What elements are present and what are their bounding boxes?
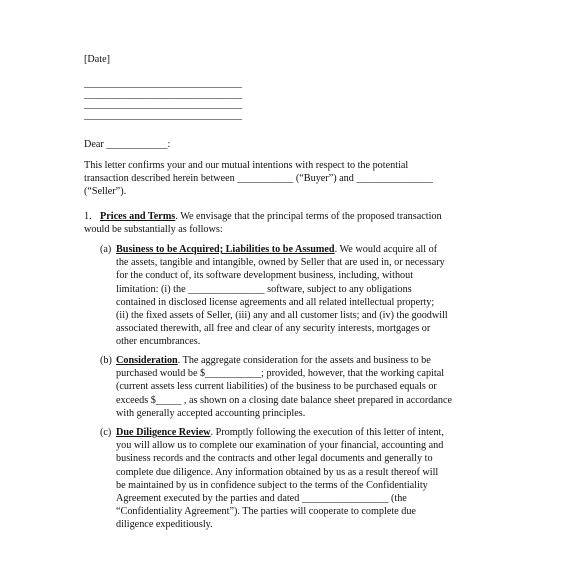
subsection-line: . The aggregate consideration for the assets and business to be bbox=[177, 355, 431, 366]
section-line: would be substantially as follows: bbox=[84, 224, 223, 236]
recipient-address-block bbox=[84, 79, 484, 121]
subsection-heading: Consideration bbox=[116, 355, 178, 366]
address-line: _______________________________ bbox=[84, 88, 242, 100]
subsection-line: contained in disclosed license agreements and all related intellectual property; bbox=[116, 296, 435, 308]
intro-line: (“Seller”). bbox=[84, 186, 127, 198]
subsection-line: Agreement executed by the parties and dated _________________ (the bbox=[116, 493, 407, 505]
subsection-line: other encumbrances. bbox=[116, 336, 201, 348]
address-line: _______________________________ bbox=[84, 78, 242, 89]
subsection-line: for the conduct of, its software development business, including, without bbox=[116, 270, 414, 282]
address-line: _______________________________ bbox=[84, 109, 242, 121]
subsection-line: business records and the contracts and other legal documents and generally to bbox=[116, 453, 433, 465]
subsection-line: exceeds $_____ , as shown on a closing date balance sheet prepared in accordance bbox=[116, 394, 453, 406]
subsection-line: limitation: (i) the _______________ software, subject to any obligations bbox=[116, 283, 412, 295]
subsection-heading: Due Diligence Review bbox=[116, 427, 211, 438]
subsection-line: (current assets less current liabilities) of the business to be purchased equals or bbox=[116, 381, 437, 393]
subsection-line: the assets, tangible and intangible, owned by Seller that are used in, or necessary bbox=[116, 257, 445, 269]
subsection-label: (a) bbox=[100, 244, 112, 255]
subsection-consideration bbox=[100, 354, 500, 420]
section-prices-and-terms bbox=[84, 210, 484, 236]
subsection-due-diligence bbox=[100, 426, 500, 532]
subsection-business-acquired bbox=[100, 243, 500, 349]
subsection-line: (ii) the fixed assets of Seller, (iii) any and all customer lists; and (iv) the goodwill bbox=[116, 310, 448, 322]
intro-line: transaction described herein between ___________ (“Buyer”) and _______________ bbox=[84, 173, 433, 185]
subsection-line: purchased would be $___________; provided, however, that the working capital bbox=[116, 368, 445, 380]
subsection-line: associated therewith, all free and clear of any security interests, mortgages or bbox=[116, 323, 431, 335]
intro-paragraph bbox=[84, 159, 484, 199]
subsection-line: diligence expeditiously. bbox=[116, 519, 213, 531]
section-number: 1. bbox=[84, 211, 92, 222]
letter-date: [Date] bbox=[84, 54, 111, 65]
subsection-line: you will allow us to complete our examination of your financial, accounting and bbox=[116, 440, 444, 452]
section-line: . We envisage that the principal terms of the proposed transaction bbox=[175, 211, 442, 222]
section-heading: Prices and Terms bbox=[100, 211, 176, 222]
subsection-line: with generally accepted accounting principles. bbox=[116, 407, 306, 419]
subsection-heading: Business to be Acquired; Liabilities to be Assumed bbox=[116, 244, 335, 255]
subsection-line: . Promptly following the execution of this letter of intent, bbox=[210, 427, 444, 438]
subsection-line: “Confidentiality Agreement”). The parties will cooperate to complete due bbox=[116, 506, 416, 518]
salutation: Dear ____________: bbox=[84, 139, 171, 150]
subsection-line: . We would acquire all of bbox=[334, 244, 438, 255]
subsection-label: (c) bbox=[100, 427, 112, 438]
subsection-line: complete due diligence. Any information obtained by us as a result thereof will bbox=[116, 466, 439, 478]
intro-line: This letter confirms your and our mutual intentions with respect to the potential bbox=[84, 160, 409, 171]
subsection-line: be maintained by us in confidence subject to the terms of the Confidentiality bbox=[116, 479, 428, 491]
address-line: _______________________________ bbox=[84, 99, 242, 111]
subsection-label: (b) bbox=[100, 355, 112, 366]
